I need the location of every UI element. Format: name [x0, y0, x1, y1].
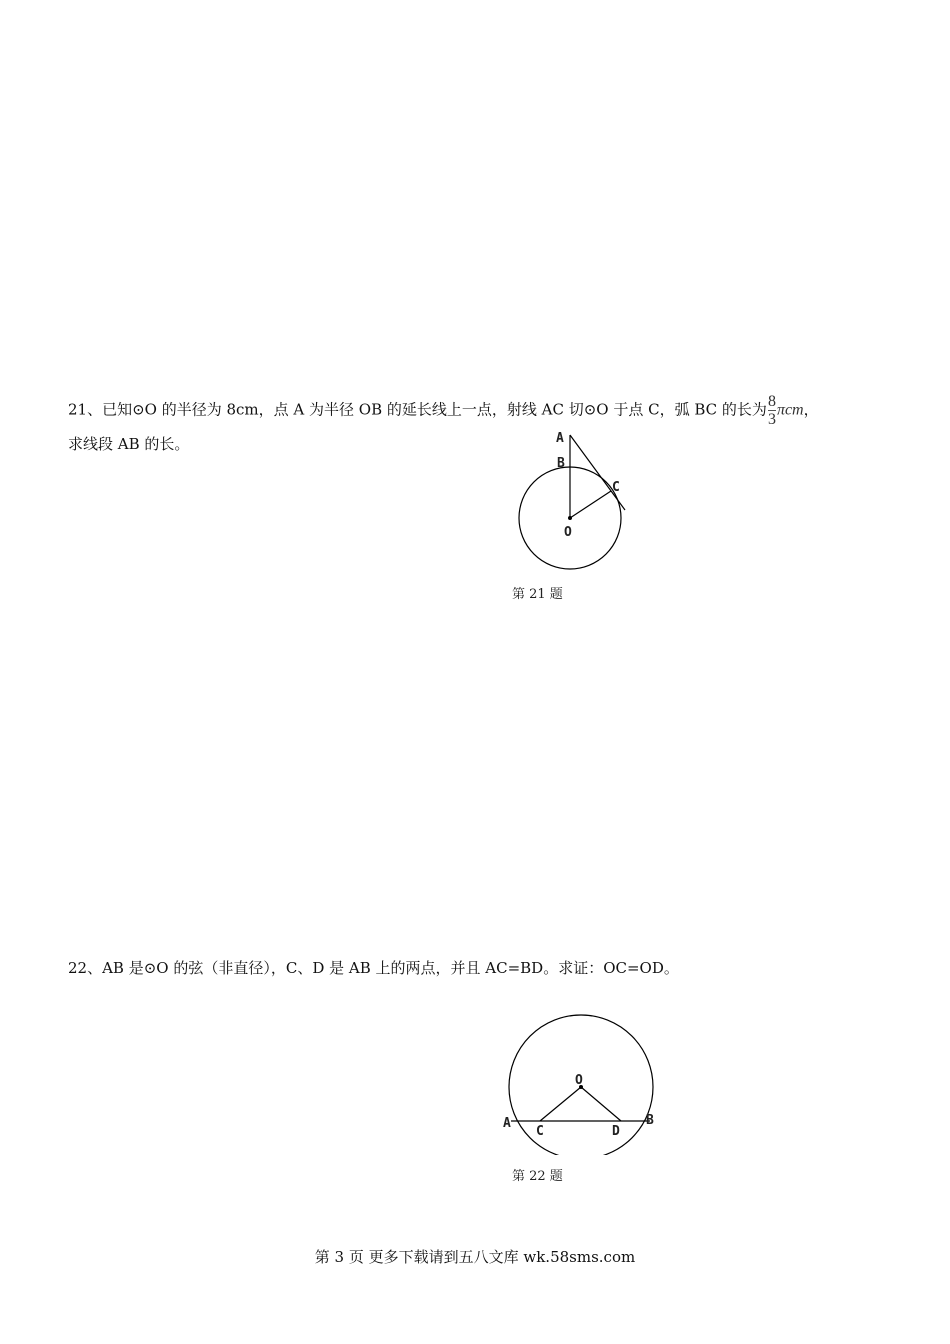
radius-oc — [570, 491, 611, 518]
question-21-line2: 求线段 AB 的长。 — [68, 435, 190, 453]
fraction-denominator: 3 — [767, 411, 776, 428]
fraction-eight-thirds — [768, 394, 776, 427]
label-d: D — [612, 1124, 620, 1139]
question-22-text: 22、AB 是⊙O 的弦（非直径），C、D 是 AB 上的两点，并且 AC=BD。求证：OC=OD。 — [68, 959, 679, 977]
arc-length-unit: πcm — [776, 401, 804, 419]
tangent-ac — [570, 435, 625, 510]
center-point-o — [568, 516, 572, 520]
label-b: B — [646, 1113, 654, 1128]
question-21-line1 — [68, 394, 819, 427]
label-c: C — [612, 480, 620, 495]
label-b: B — [557, 456, 565, 471]
label-a: A — [503, 1116, 511, 1131]
label-a: A — [556, 431, 564, 446]
question-21-comma: ， — [803, 400, 819, 419]
label-o: O — [564, 525, 572, 540]
segment-oc — [540, 1087, 581, 1121]
label-c: C — [536, 1124, 544, 1139]
label-o: O — [575, 1073, 583, 1088]
figure-21-caption: 第 21 题 — [512, 587, 563, 602]
figure-22-diagram — [498, 1005, 663, 1155]
segment-od — [581, 1087, 621, 1121]
fraction-numerator: 8 — [767, 393, 776, 410]
page-footer: 第 3 页 更多下载请到五八文库 wk.58sms.com — [314, 1248, 636, 1266]
figure-21-diagram — [505, 425, 640, 575]
figure-22-caption: 第 22 题 — [512, 1169, 563, 1184]
question-21-text: 21、已知⊙O 的半径为 8cm，点 A 为半径 OB 的延长线上一点，射线 AC 切⊙O 于点 C，弧 BC 的长为 — [68, 400, 767, 419]
